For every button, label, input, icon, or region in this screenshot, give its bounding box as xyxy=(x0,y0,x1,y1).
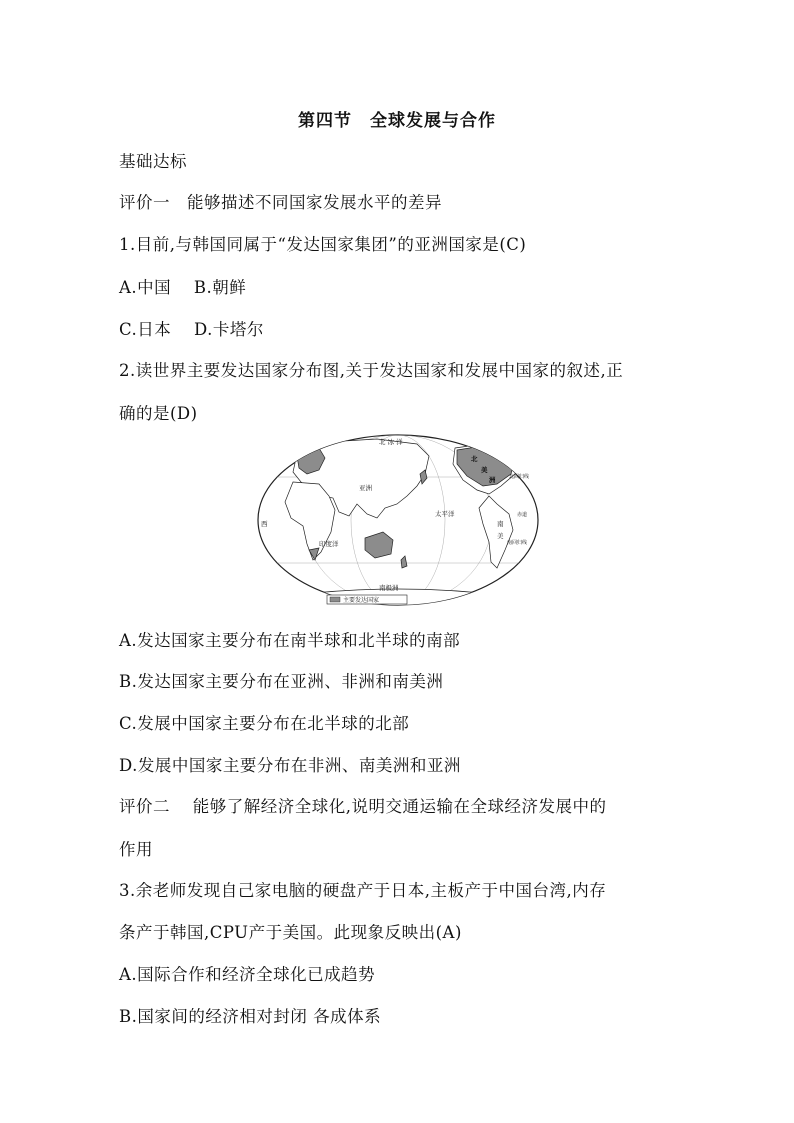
question-3-stem: 3.余老师发现自己家电脑的硬盘产于日本,主板产于中国台湾,内存 xyxy=(119,881,607,900)
question-1-stem: 1.目前,与韩国同属于“发达国家集团”的亚洲国家是(C) xyxy=(119,235,527,254)
label-pacific: 太平洋 xyxy=(435,510,455,518)
label-north-america-2: 美 xyxy=(481,466,488,474)
label-antarctica: 南极洲 xyxy=(379,584,399,592)
world-developed-countries-map xyxy=(257,434,539,606)
legend-swatch-developed xyxy=(330,597,340,602)
label-north-america-1: 北 xyxy=(471,455,478,463)
section-heading: 基础达标 xyxy=(119,152,187,171)
label-equator: 赤道 xyxy=(517,512,528,518)
evaluation-2-heading-cont: 作用 xyxy=(119,840,153,859)
evaluation-2-heading: 评价二 能够了解经济全球化,说明交通运输在全球经济发展中的 xyxy=(119,797,607,816)
question-3-option-b: B.国家间的经济相对封闭 各成体系 xyxy=(119,1007,382,1026)
question-2-option-c: C.发展中国家主要分布在北半球的北部 xyxy=(119,714,410,733)
question-3-option-a: A.国际合作和经济全球化已成趋势 xyxy=(119,965,376,984)
label-south-america-1: 南 xyxy=(497,520,504,528)
label-tropic-of-cancer: 北回归线 xyxy=(509,474,530,480)
evaluation-1-heading: 评价一 能够描述不同国家发展水平的差异 xyxy=(119,193,442,212)
question-2-option-a: A.发达国家主要分布在南半球和北半球的南部 xyxy=(119,631,461,650)
label-north-america-3: 洲 xyxy=(489,476,496,484)
legend-label-developed: 主要发达国家 xyxy=(343,597,380,604)
question-1-options-ab: A.中国 B.朝鲜 xyxy=(119,278,247,297)
label-asia: 亚洲 xyxy=(359,484,372,492)
label-tropic-of-capricorn: 南回归线 xyxy=(507,540,528,546)
question-2-option-d: D.发展中国家主要分布在非洲、南美洲和亚洲 xyxy=(119,756,461,775)
map-legend xyxy=(327,595,407,604)
question-3-stem-cont: 条产于韩国,CPU产于美国。此现象反映出(A) xyxy=(119,923,462,942)
page-title: 第四节 全球发展与合作 xyxy=(298,111,496,131)
question-2-option-b: B.发达国家主要分布在亚洲、非洲和南美洲 xyxy=(119,672,444,691)
label-west: 西 xyxy=(261,520,268,528)
label-indian-ocean: 印度洋 xyxy=(319,540,339,548)
question-2-stem-cont: 确的是(D) xyxy=(119,404,198,423)
label-south-america-2: 美 xyxy=(497,532,504,540)
question-2-stem: 2.读世界主要发达国家分布图,关于发达国家和发展中国家的叙述,正 xyxy=(119,361,624,380)
question-1-options-cd: C.日本 D.卡塔尔 xyxy=(119,320,264,339)
label-arctic-ocean: 北 冰 洋 xyxy=(379,438,403,446)
